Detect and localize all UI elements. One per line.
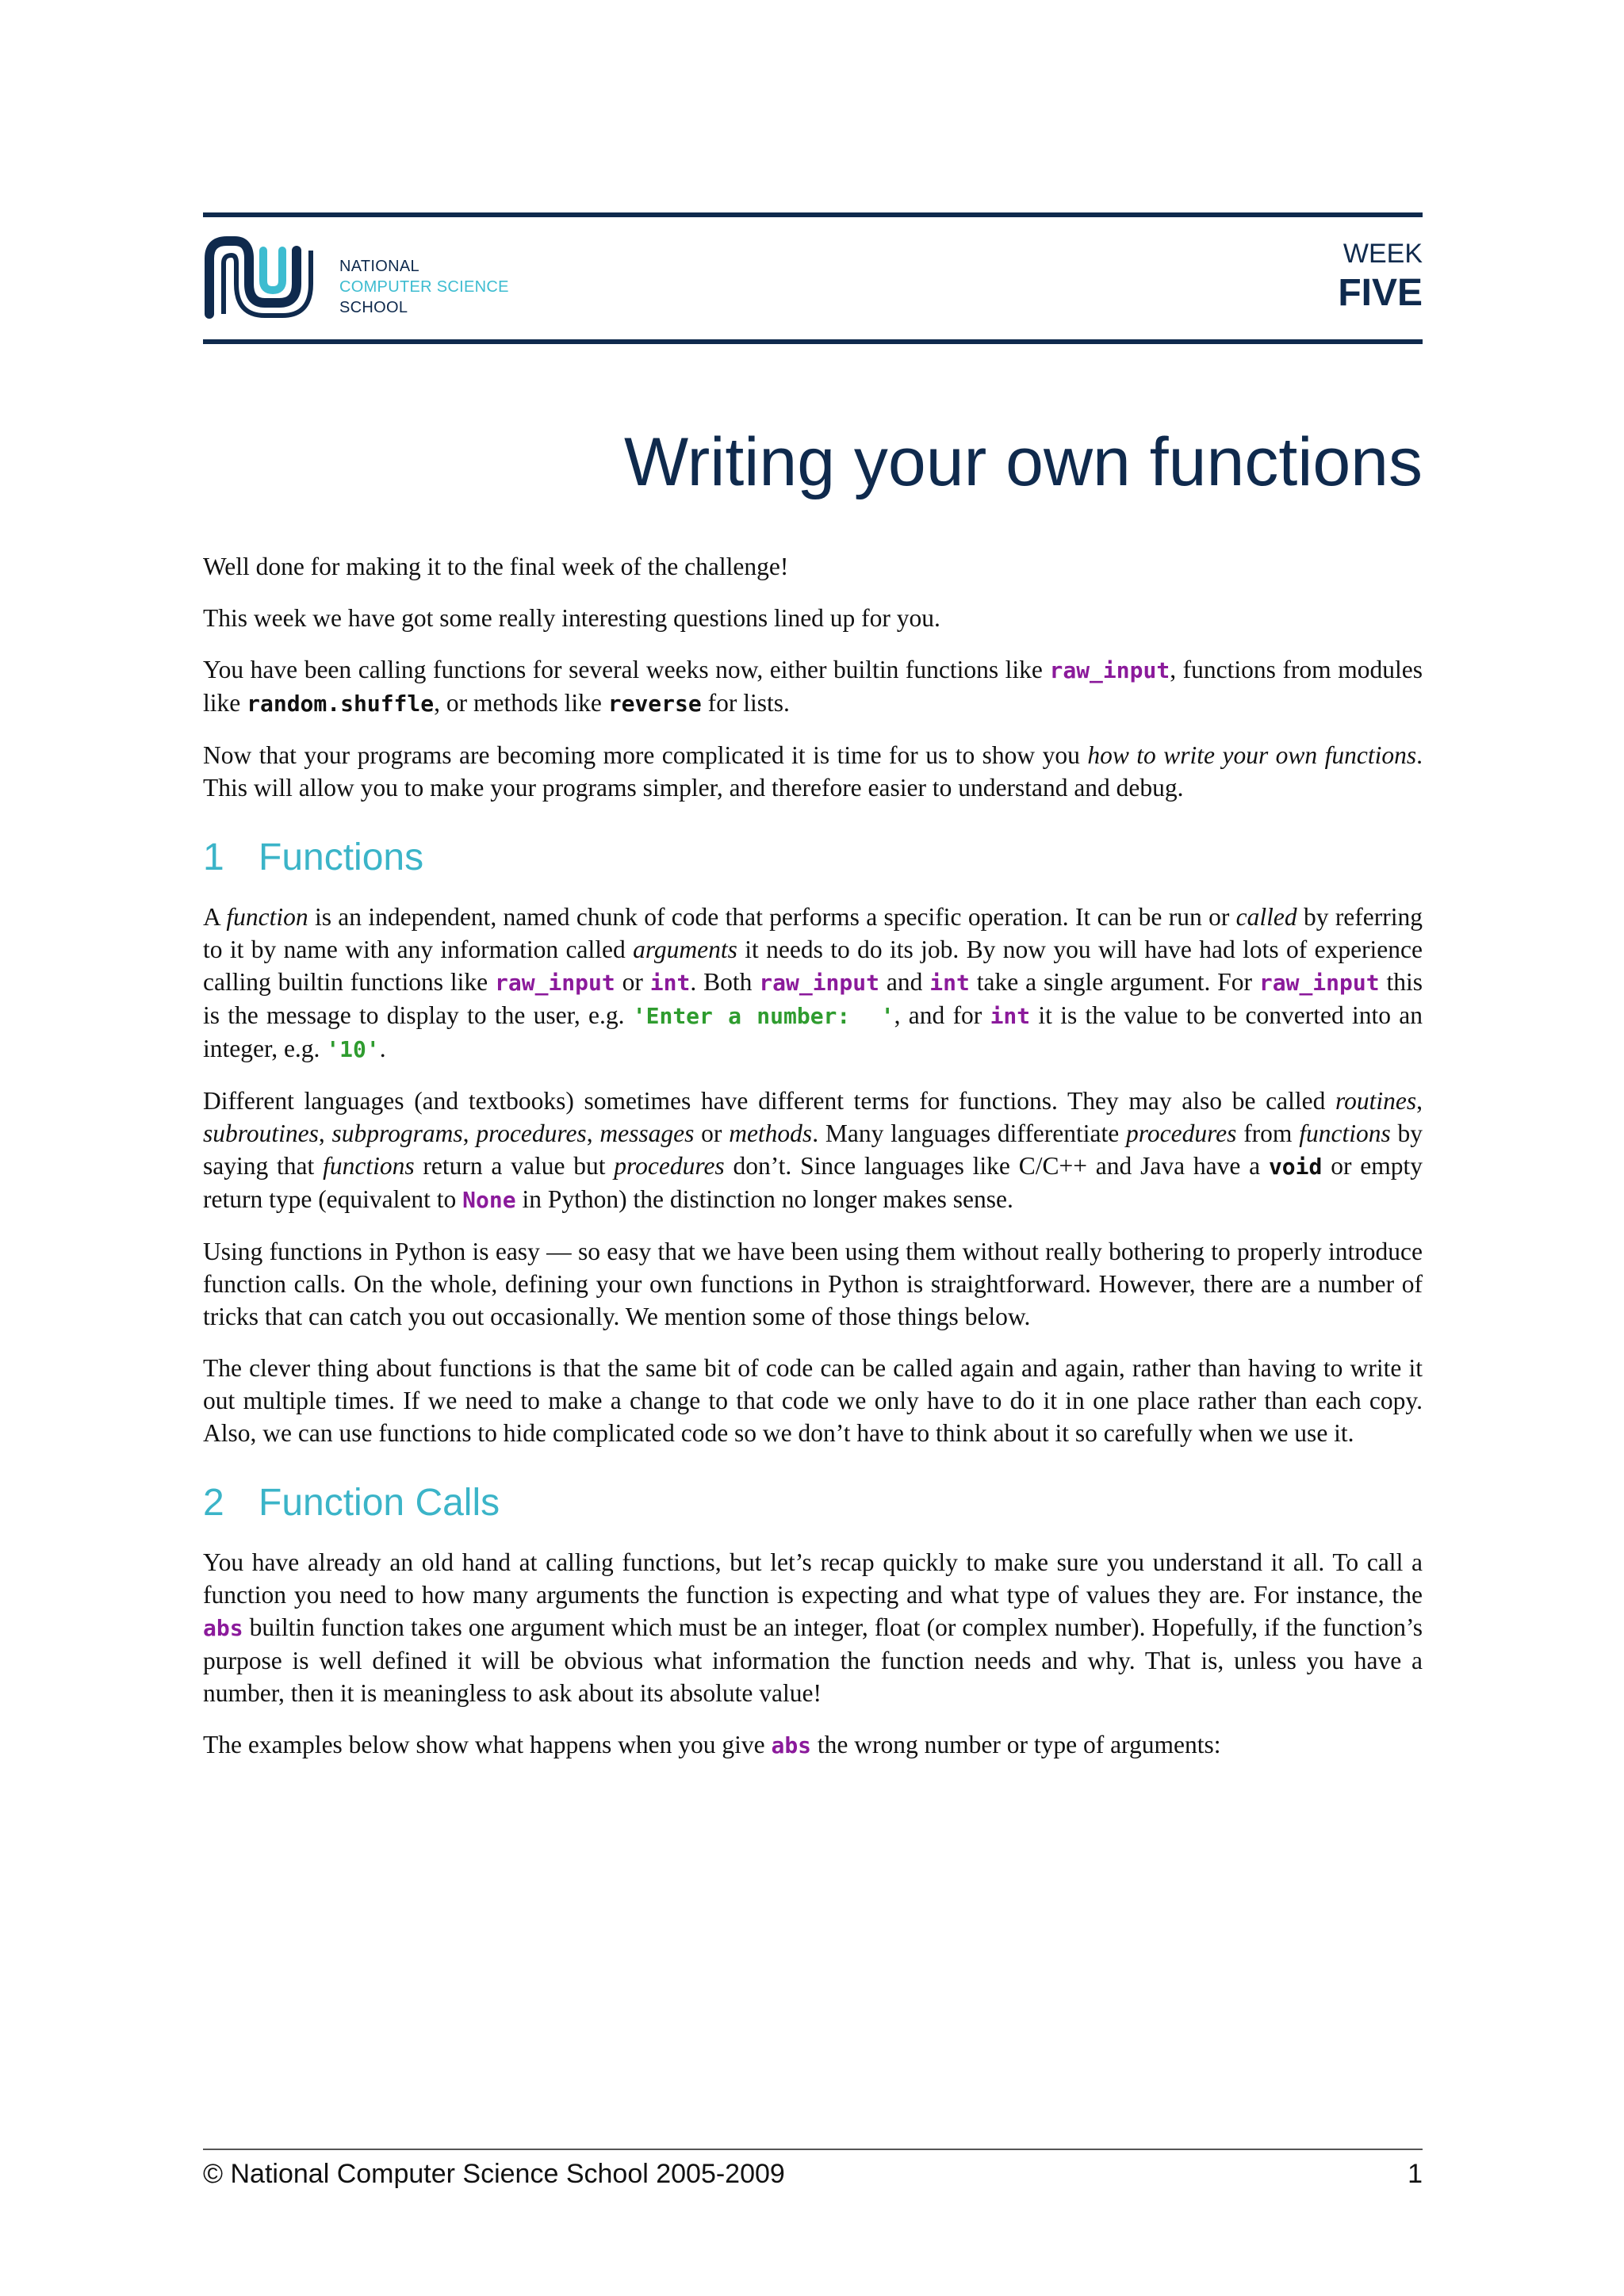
- emphasis: messages: [599, 1119, 695, 1147]
- text-run: You have already an old hand at calling functions, but let’s recap quickly to make sure you understand it all. To call a function you need to how many arguments the function is expecting and what type of values they are. For instance, the: [203, 1548, 1423, 1609]
- emphasis: how to write your own functions: [1087, 741, 1417, 769]
- inline-code: abs: [203, 1615, 243, 1641]
- intro-paragraph-4: [203, 739, 1423, 804]
- document-body: [203, 550, 1423, 1781]
- footer-rule: [203, 2149, 1423, 2150]
- inline-code: random.shuffle: [247, 691, 435, 717]
- page-number: 1: [1408, 2159, 1423, 2189]
- text-run: , or methods like: [434, 689, 608, 717]
- text-run: . This will allow you to make your programs simpler, and therefore easier to understand and debug.: [203, 741, 1423, 802]
- emphasis: methods: [729, 1119, 813, 1147]
- ncss-logo-icon: [203, 235, 320, 320]
- inline-code: reverse: [607, 691, 702, 717]
- section-2-paragraph-2: [203, 1728, 1423, 1762]
- logo-line-3: SCHOOL: [339, 299, 408, 316]
- logo-line-2: COMPUTER SCIENCE: [339, 278, 509, 296]
- text-run: for lists.: [701, 689, 790, 717]
- section-title: Functions: [259, 836, 424, 878]
- inline-code: raw_input: [759, 970, 879, 996]
- copyright-notice: © National Computer Science School 2005-2009: [203, 2159, 785, 2189]
- inline-code: raw_input: [1049, 657, 1170, 683]
- text-run: ,: [586, 1119, 600, 1147]
- text-run: this is the message to display to the user, e.g.: [203, 968, 1423, 1029]
- header-bottom-rule: [203, 339, 1423, 344]
- week-label: WEEK: [1342, 239, 1423, 269]
- text-run: in Python) the distinction no longer makes sense.: [515, 1185, 1013, 1213]
- inline-code: int: [990, 1003, 1031, 1029]
- text-run: ,: [462, 1119, 477, 1147]
- section-1-heading: [203, 834, 1423, 882]
- inline-string-literal: 'Enter a number: ': [632, 1003, 894, 1029]
- emphasis: subprograms: [331, 1119, 463, 1147]
- text-run: A: [203, 903, 227, 931]
- text-run: or: [694, 1119, 730, 1147]
- header-top-rule: [203, 212, 1423, 217]
- week-indicator: [1338, 238, 1423, 317]
- page-title: Writing your own functions: [624, 424, 1423, 500]
- emphasis: arguments: [633, 936, 737, 963]
- text-run: and: [879, 968, 930, 996]
- section-1-paragraph-2: [203, 1085, 1423, 1216]
- intro-paragraph-2: This week we have got some really interesting questions lined up for you.: [203, 604, 940, 632]
- page-footer: [203, 2156, 1423, 2191]
- emphasis: functions: [323, 1152, 415, 1180]
- text-run: take a single argument. For: [969, 968, 1259, 996]
- emphasis: function: [226, 903, 308, 931]
- logo-wordmark: [339, 256, 509, 318]
- text-run: or empty return type (equivalent to: [203, 1152, 1423, 1213]
- section-1-paragraph-3: Using functions in Python is easy — so easy that we have been using them without really bothering to properly introduce function calls. On the whole, defining your own functions in Python is straightforward. However, there are a number of tricks that can catch you out occasionally. We mention some of those things below.: [203, 1238, 1423, 1330]
- text-run: it is the value to be converted into an integer, e.g.: [203, 1001, 1423, 1062]
- intro-paragraph-3: [203, 653, 1423, 720]
- logo-line-1: NATIONAL: [339, 258, 419, 275]
- emphasis: functions: [1299, 1119, 1391, 1147]
- text-run: . Both: [690, 968, 760, 996]
- text-run: builtin function takes one argument which must be an integer, float (or complex number). Hopefully, if the function’s purpose is well defined it will be obvious what information the function needs and why. That is, unless you have a number, then it is meaningless to ask about its absolute value!: [203, 1613, 1423, 1707]
- inline-string-literal: '10': [326, 1036, 380, 1062]
- text-run: Now that your programs are becoming more complicated it is time for us to show you: [203, 741, 1088, 769]
- text-run: or: [615, 968, 650, 996]
- emphasis: procedures: [1126, 1119, 1237, 1147]
- text-run: don’t. Since languages like C/C++ and Java have a: [724, 1152, 1269, 1180]
- text-run: , and for: [894, 1001, 990, 1029]
- text-run: The examples below show what happens when you give: [203, 1731, 772, 1758]
- text-run: ,: [1416, 1087, 1423, 1115]
- section-1-paragraph-4: The clever thing about functions is that the same bit of code can be called again and again, rather than having to write it out multiple times. If we need to make a change to that code we only have to do it in one place rather than each copy. Also, we can use functions to hide complicated code so we don’t have to think about it so carefully when we use it.: [203, 1354, 1423, 1447]
- emphasis: called: [1235, 903, 1297, 931]
- inline-code: void: [1268, 1154, 1323, 1180]
- emphasis: procedures: [476, 1119, 587, 1147]
- section-2-heading: [203, 1479, 1423, 1527]
- section-number: 1: [203, 836, 224, 878]
- text-run: the wrong number or type of arguments:: [811, 1731, 1221, 1758]
- text-run: return a value but: [414, 1152, 615, 1180]
- intro-paragraph-1: Well done for making it to the final week of the challenge!: [203, 553, 789, 580]
- text-run: You have been calling functions for several weeks now, either builtin functions like: [203, 656, 1050, 683]
- inline-code: int: [649, 970, 691, 996]
- inline-code: raw_input: [1258, 970, 1380, 996]
- week-number: FIVE: [1338, 272, 1423, 314]
- section-title: Function Calls: [259, 1482, 500, 1524]
- emphasis: subroutines: [203, 1119, 319, 1147]
- text-run: . Many languages differentiate: [812, 1119, 1127, 1147]
- section-2-paragraph-1: [203, 1546, 1423, 1709]
- text-run: by referring to it by name with any information called: [203, 903, 1423, 963]
- emphasis: procedures: [614, 1152, 725, 1180]
- emphasis: routines: [1335, 1087, 1417, 1115]
- text-run: it needs to do its job. By now you will have had lots of experience calling builtin functions like: [203, 936, 1423, 996]
- text-run: ,: [318, 1119, 332, 1147]
- section-number: 2: [203, 1482, 224, 1524]
- text-run: .: [379, 1035, 386, 1062]
- text-run: is an independent, named chunk of code that performs a specific operation. It can be run or: [308, 903, 1236, 931]
- text-run: Different languages (and textbooks) sometimes have different terms for functions. They may also be called: [203, 1087, 1336, 1115]
- inline-code: abs: [771, 1732, 812, 1758]
- section-1-paragraph-1: [203, 901, 1423, 1066]
- text-run: , functions from modules like: [203, 656, 1423, 717]
- text-run: from: [1236, 1119, 1300, 1147]
- inline-code: int: [929, 970, 970, 996]
- inline-code: None: [462, 1187, 516, 1213]
- text-run: by saying that: [203, 1119, 1423, 1180]
- inline-code: raw_input: [495, 970, 615, 996]
